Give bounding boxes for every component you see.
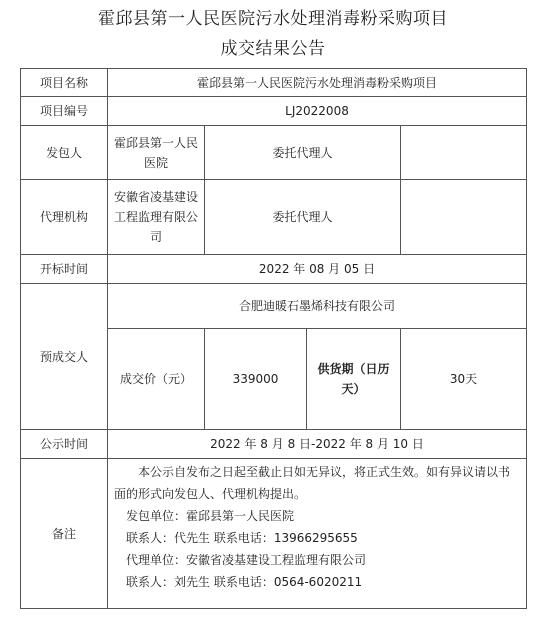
- winner-label: 预成交人: [21, 284, 108, 430]
- remarks-issuer-line: 发包单位：霍邱县第一人民医院: [126, 509, 295, 523]
- project-no-label: 项目编号: [21, 97, 108, 126]
- document-title: 霍邱县第一人民医院污水处理消毒粉采购项目: [98, 9, 448, 29]
- supply-period-value: 30天: [401, 329, 527, 430]
- issuer-label: 发包人: [21, 126, 108, 180]
- announcement-table: [20, 68, 527, 609]
- agency-value: 安徽省凌基建设工程监理有限公司: [108, 180, 205, 255]
- remarks-agency-line: 代理单位：安徽省凌基建设工程监理有限公司: [126, 553, 367, 567]
- supply-period-label: 供货期（日历天）: [307, 329, 401, 430]
- entrust-label-2: 委托代理人: [205, 180, 401, 255]
- price-label: 成交价（元）: [108, 329, 205, 430]
- notice-period-value: 2022 年 8 月 8 日-2022 年 8 月 10 日: [108, 430, 527, 459]
- table-row: [21, 180, 527, 255]
- issuer-value: 霍邱县第一人民医院: [108, 126, 205, 180]
- remarks-agency-contact: 联系人：刘先生 联系电话：0564-6020211: [126, 575, 363, 589]
- table-row: [21, 430, 527, 459]
- document-subtitle: 成交结果公告: [220, 39, 326, 59]
- table-row: [21, 255, 527, 284]
- table-row: [21, 69, 527, 97]
- entrust-value-1: [401, 126, 527, 180]
- notice-period-label: 公示时间: [21, 430, 108, 459]
- opening-time-value: 2022 年 08 月 05 日: [108, 255, 527, 284]
- remarks-label: 备注: [21, 459, 108, 609]
- price-value: 339000: [205, 329, 307, 430]
- winner-value: 合肥迪暖石墨烯科技有限公司: [108, 284, 527, 329]
- remarks-paragraph: 本公示自发布之日起至截止日如无异议，将正式生效。如有异议请以书面的形式向发包人、代理机构提出。: [114, 465, 511, 501]
- opening-time-label: 开标时间: [21, 255, 108, 284]
- agency-label: 代理机构: [21, 180, 108, 255]
- entrust-value-2: [401, 180, 527, 255]
- entrust-label-1: 委托代理人: [205, 126, 401, 180]
- table-row: [21, 126, 527, 180]
- table-row: [21, 459, 527, 609]
- remarks-content: [108, 459, 527, 609]
- project-no-value: LJ2022008: [108, 97, 527, 126]
- table-row: [21, 97, 527, 126]
- project-name-value: 霍邱县第一人民医院污水处理消毒粉采购项目: [108, 69, 527, 97]
- remarks-issuer-contact: 联系人：代先生 联系电话：13966295655: [126, 531, 358, 545]
- table-row: [21, 284, 527, 329]
- project-name-label: 项目名称: [21, 69, 108, 97]
